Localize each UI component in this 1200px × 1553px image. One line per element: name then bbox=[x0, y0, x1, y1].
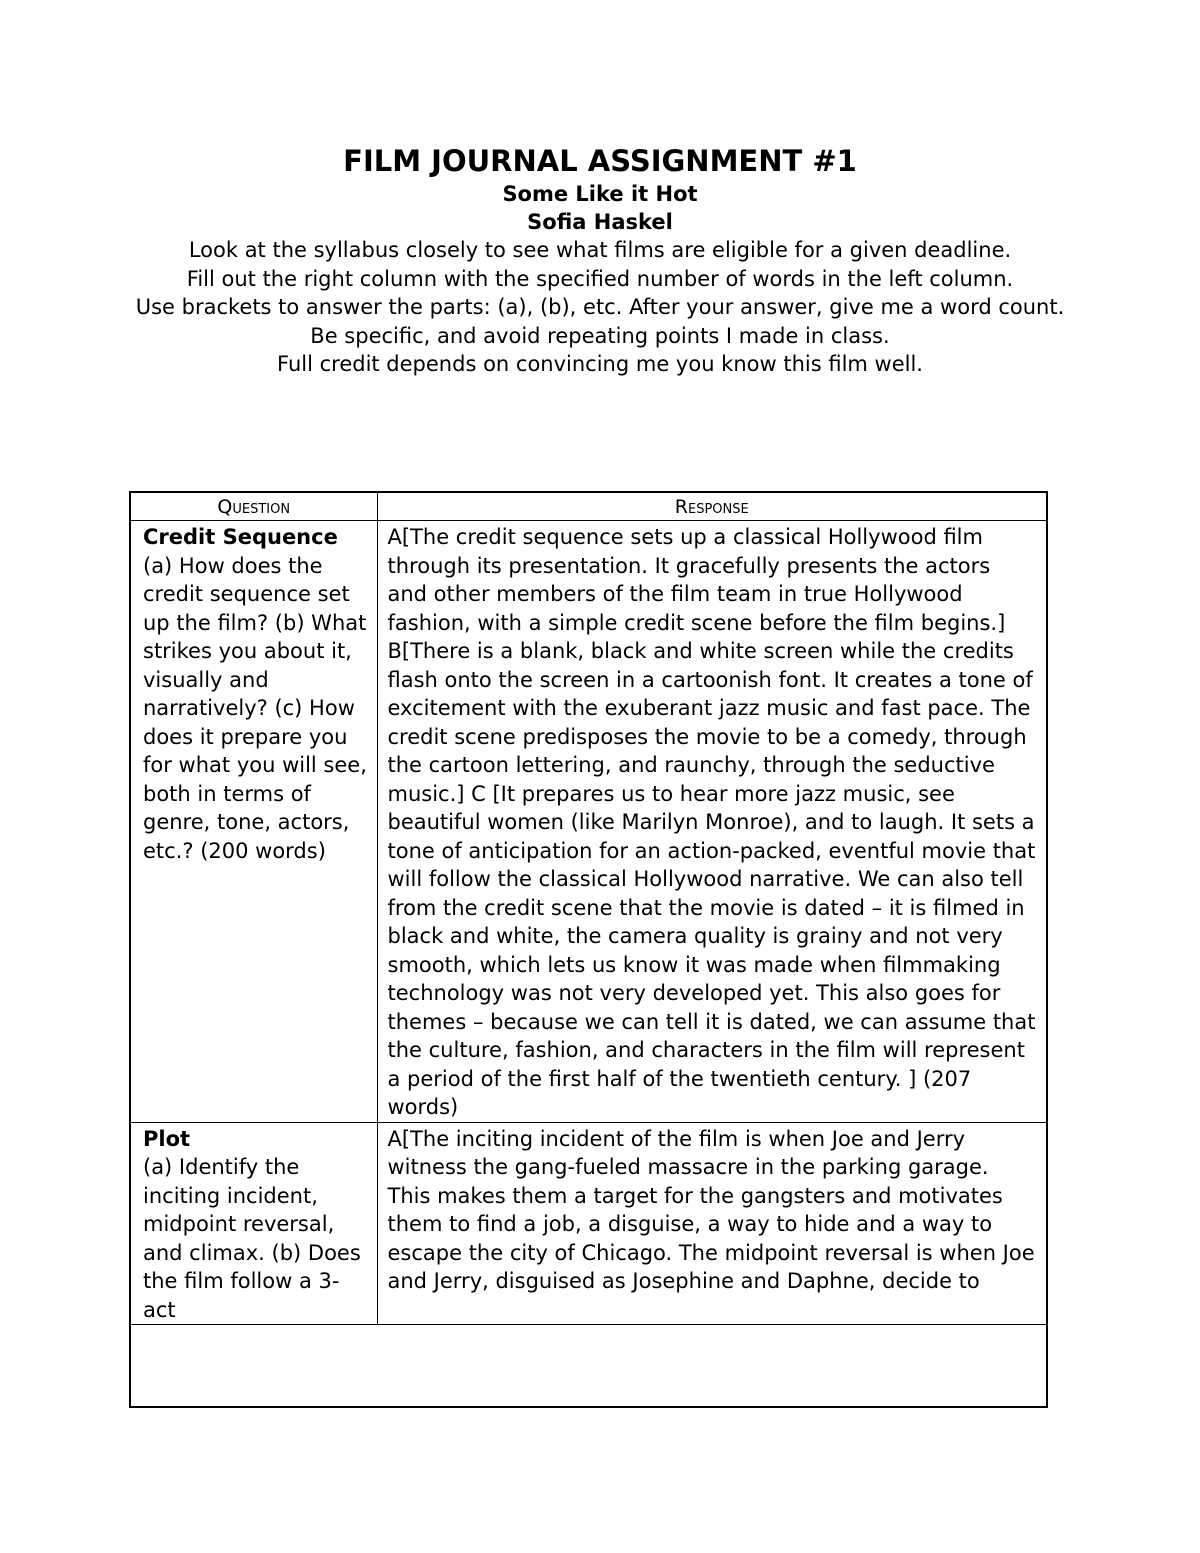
instruction-line: Fill out the right column with the specified number of words in the left column. bbox=[186, 266, 1014, 291]
question-title: Credit Sequence bbox=[143, 525, 338, 549]
instruction-line: Look at the syllabus closely to see what films are eligible for a given deadline. bbox=[188, 238, 1012, 262]
table-row bbox=[131, 521, 1046, 1123]
question-text: (a) Identify the inciting incident, midpoint reversal, and climax. (b) Does the film follow a 3-act bbox=[143, 1155, 361, 1322]
assignment-title: FILM JOURNAL ASSIGNMENT #1 bbox=[343, 144, 857, 178]
document-header bbox=[130, 142, 1070, 379]
response-cell: A[The inciting incident of the film is when Joe and Jerry witness the gang-fueled massacre in the parking garage. This makes them a target for the gangsters and motivates them to find a job, a disguise, a way to hide and a way to escape the city of Chicago. The midpoint reversal is when Joe and Jerry, disguised as Josephine and Daphne, decide to bbox=[377, 1122, 1046, 1325]
question-cell bbox=[131, 1122, 377, 1325]
instruction-line: Full credit depends on convincing me you know this film well. bbox=[277, 352, 923, 376]
table-header-row bbox=[131, 493, 1046, 521]
question-text: (a) How does the credit sequence set up the film? (b) What strikes you about it, visually and narratively? (c) How does it prepare you for what you will see, both in terms of genre, tone, actors, etc.? (200 words) bbox=[143, 553, 367, 863]
question-column-header: Question bbox=[131, 493, 377, 521]
journal-table bbox=[131, 493, 1046, 1325]
table-row bbox=[131, 1122, 1046, 1325]
student-name: Sofia Haskel bbox=[527, 210, 673, 234]
instruction-line: Use brackets to answer the parts: (a), (b), etc. After your answer, give me a word count. bbox=[135, 295, 1065, 319]
question-title: Plot bbox=[143, 1126, 191, 1151]
response-column-header: Response bbox=[377, 493, 1046, 521]
film-title: Some Like it Hot bbox=[502, 182, 698, 206]
instruction-line: Be specific, and avoid repeating points I made in class. bbox=[310, 323, 890, 348]
journal-table-frame bbox=[129, 491, 1048, 1408]
response-cell: A[The credit sequence sets up a classical Hollywood film through its presentation. It gracefully presents the actors and other members of the film team in true Hollywood fashion, with a simple credit scene before the film begins.] B[There is a blank, black and white screen while the credits flash onto the screen in a cartoonish font. It creates a tone of excitement with the exuberant jazz music and fast pace. The credit scene predisposes the movie to be a comedy, through the cartoon lettering, and raunchy, through the seductive music.] C [It prepares us to hear more jazz music, see beautiful women (like Marilyn Monroe), and to laugh. It sets a tone of anticipation for an action-packed, eventful movie that will follow the classical Hollywood narrative. We can also tell from the credit scene that the movie is dated – it is filmed in black and white, the camera quality is grainy and not very smooth, which lets us know it was made when filmmaking technology was not very developed yet. This also goes for themes – because we can tell it is dated, we can assume that the culture, fashion, and characters in the film will represent a period of the first half of the twentieth century. ] (207 words) bbox=[377, 521, 1046, 1123]
question-cell bbox=[131, 521, 377, 1123]
